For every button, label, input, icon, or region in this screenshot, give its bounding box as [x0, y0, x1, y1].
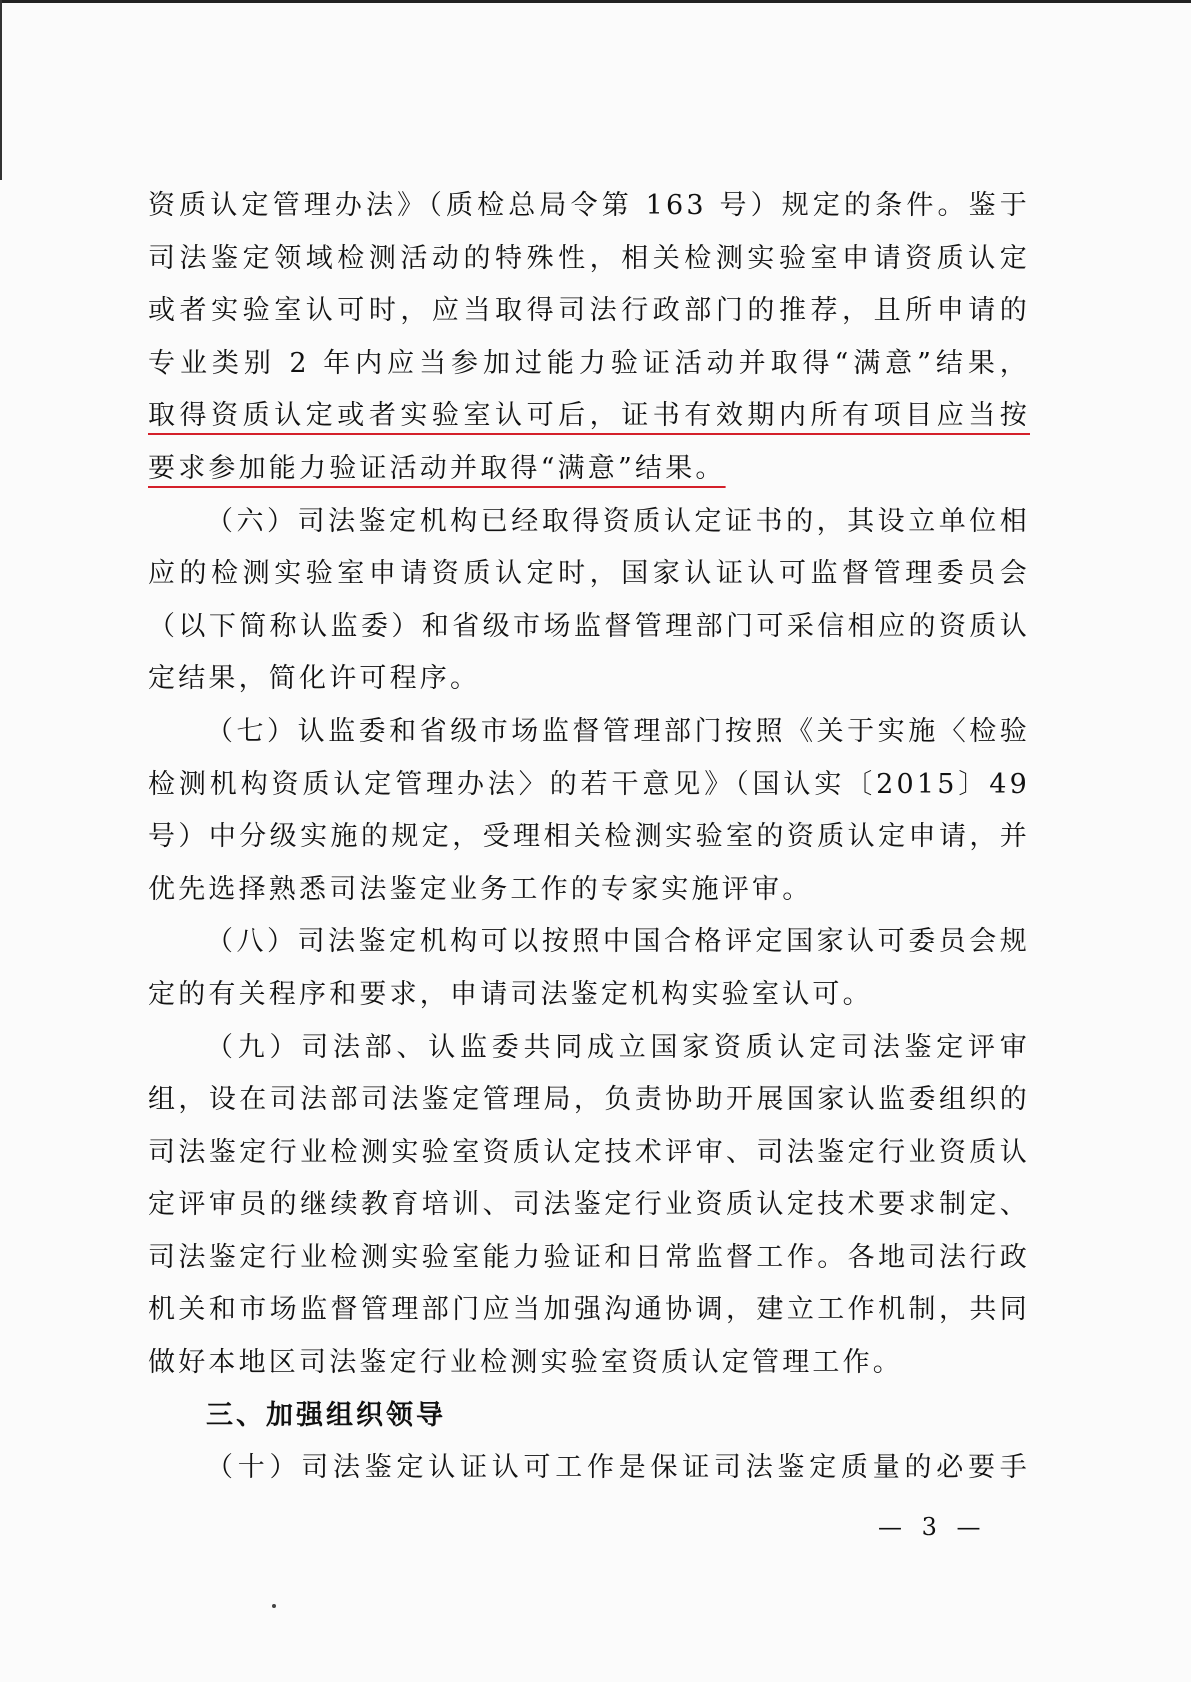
page-number: — 3 —: [878, 1513, 987, 1541]
section-heading-3: 三、加强组织领导: [206, 1399, 446, 1431]
paragraph-5-line-4: 专业类别 2 年内应当参加过能力验证活动并取得“满意”结果，: [148, 347, 1030, 379]
scan-edge-top: [0, 0, 1191, 3]
underlined-line-2-wrap: [148, 443, 1030, 496]
paragraph-10-start: （十）司法鉴定认证认可工作是保证司法鉴定质量的必要手: [206, 1452, 1030, 1484]
scan-speck: [272, 1604, 276, 1608]
paragraph-7: （七）认监委和省级市场监督管理部门按照《关于实施〈检验检测机构资质认定管理办法〉的若干意见》（国认实〔2015〕49 号）中分级实施的规定，受理相关检测实验室的资质认定申请，并优先选择熟悉司法鉴定业务工作的专家实施评审。: [148, 715, 1030, 905]
paragraph-5-line-2: 司法鉴定领域检测活动的特殊性，相关检测实验室申请资质认定: [148, 242, 1030, 274]
paragraph-9: （九）司法部、认监委共同成立国家资质认定司法鉴定评审组，设在司法部司法鉴定管理局，负责协助开展国家认监委组织的司法鉴定行业检测实验室资质认定技术评审、司法鉴定行业资质认定评审员的继续教育培训、司法鉴定行业资质认定技术要求制定、司法鉴定行业检测实验室能力验证和日常监督工作。各地司法行政机关和市场监督管理部门应当加强沟通协调，建立工作机制，共同做好本地区司法鉴定行业检测实验室资质认定管理工作。: [148, 1031, 1030, 1379]
underlined-line-2: 要求参加能力验证活动并取得“满意”结果。: [148, 452, 726, 484]
document-page: [148, 180, 1030, 1495]
paragraph-5-line-3: 或者实验室认可时，应当取得司法行政部门的推荐，且所申请的: [148, 295, 1030, 327]
scan-edge-left: [0, 0, 2, 180]
paragraph-5-line-1: 资质认定管理办法》（质检总局令第 163 号）规定的条件。鉴于: [148, 190, 1030, 221]
underlined-line-1: 取得资质认定或者实验室认可后，证书有效期内所有项目应当按: [148, 400, 1030, 432]
paragraph-6: （六）司法鉴定机构已经取得资质认定证书的，其设立单位相应的检测实验室申请资质认定时，国家认证认可监督管理委员会（以下简称认监委）和省级市场监督管理部门可采信相应的资质认定结果，简化许可程序。: [148, 505, 1030, 695]
paragraph-8: （八）司法鉴定机构可以按照中国合格评定国家认可委员会规定的有关程序和要求，申请司法鉴定机构实验室认可。: [148, 926, 1030, 1010]
